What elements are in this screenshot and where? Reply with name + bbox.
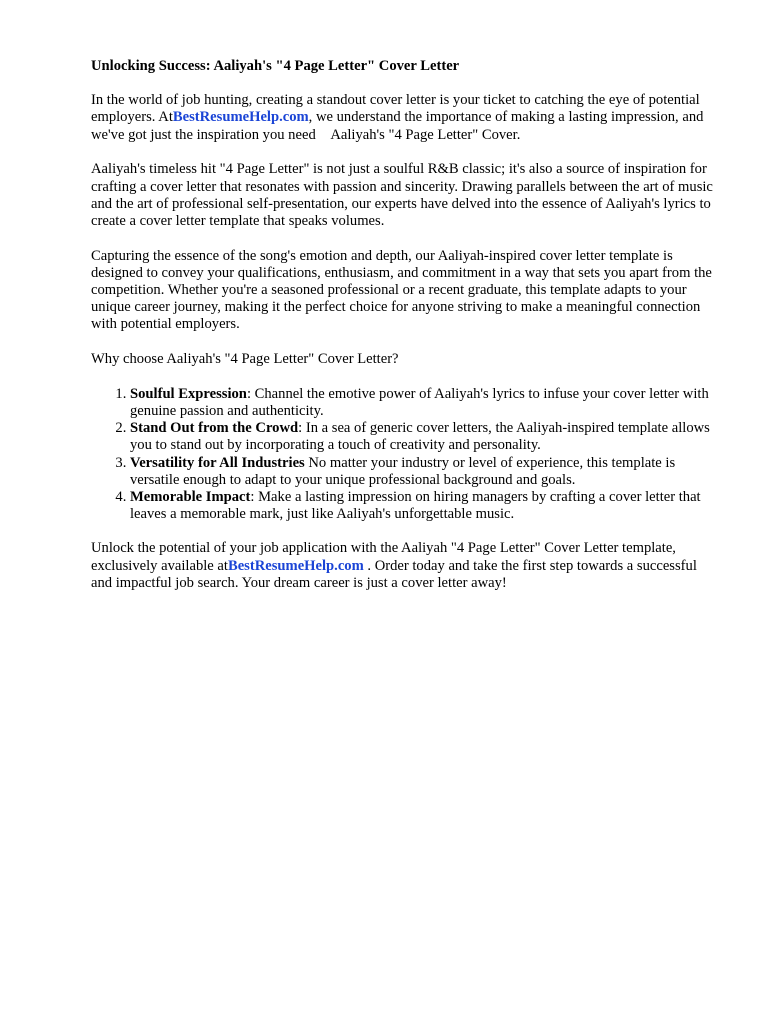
list-item-heading: Stand Out from the Crowd xyxy=(130,420,299,437)
closing-text-end: . Order today and take the first step towards a successful and impactful job search. Your dream career is just a cover letter away! xyxy=(91,557,697,591)
list-item-text: Make a lasting impression on hiring managers by crafting a cover letter that leaves a memorable mark, just like Aaliyah's unforgettable music. xyxy=(130,489,701,523)
document-page xyxy=(91,58,719,610)
paragraph-template: Capturing the essence of the song's emotion and depth, our Aaliyah-inspired cover letter template is designed to convey your qualifications, enthusiasm, and commitment in a way that sets you apart from the competition. Whether you're a seasoned professional or a recent graduate, this template adapts to your unique career journey, making it the perfect choice for anyone striving to make a meaningful connection with potential employers. xyxy=(91,247,712,333)
list-item-heading: Memorable Impact xyxy=(130,489,251,506)
benefits-list xyxy=(91,386,719,524)
list-item xyxy=(130,420,719,454)
paragraph-song: Aaliyah's timeless hit "4 Page Letter" is not just a soulful R&B classic; it's also a source of inspiration for crafting a cover letter that resonates with passion and sincerity. Drawing parallels between the art of music and the art of professional self-presentation, our experts have delved into the essence of Aaliyah's lyrics to create a cover letter template that speaks volumes. xyxy=(91,161,713,229)
closing-paragraph xyxy=(91,540,719,592)
list-item-heading: Soulful Expression xyxy=(130,385,247,402)
bestresumehelp-link[interactable]: BestResumeHelp.com xyxy=(227,557,364,574)
list-item-text: In a sea of generic cover letters, the Aaliyah-inspired template allows you to stand out by incorporating a touch of creativity and personality. xyxy=(130,420,710,454)
list-item xyxy=(130,386,719,420)
intro-paragraph xyxy=(91,92,719,144)
question-line: Why choose Aaliyah's "4 Page Letter" Cover Letter? xyxy=(91,351,399,368)
list-item-separator: : xyxy=(250,489,259,506)
document-title: Unlocking Success: Aaliyah's "4 Page Letter" Cover Letter xyxy=(91,58,460,74)
list-item xyxy=(130,489,719,523)
intro-text-start: In the world of job hunting, creating a standout cover letter is your ticket to catching the eye of potential employers. At xyxy=(91,92,700,126)
intro-text-end: , we understand the importance of making a lasting impression, and we've got just the inspiration you need Aaliyah's "4 Page Letter" Cover. xyxy=(91,109,704,143)
list-item-heading: Versatility for All Industries xyxy=(130,454,305,471)
bestresumehelp-link[interactable]: BestResumeHelp.com xyxy=(172,109,309,126)
closing-text-start: Unlock the potential of your job application with the Aaliyah "4 Page Letter" Cover Letter template, exclusively available at xyxy=(91,540,676,574)
list-item-text: No matter your industry or level of experience, this template is versatile enough to adapt to your unique professional background and goals. xyxy=(130,454,676,488)
list-item-separator: : xyxy=(298,420,306,437)
list-item xyxy=(130,455,719,489)
list-item-text: Channel the emotive power of Aaliyah's lyrics to infuse your cover letter with genuine passion and authenticity. xyxy=(130,385,709,420)
list-item-separator: : xyxy=(246,385,255,402)
